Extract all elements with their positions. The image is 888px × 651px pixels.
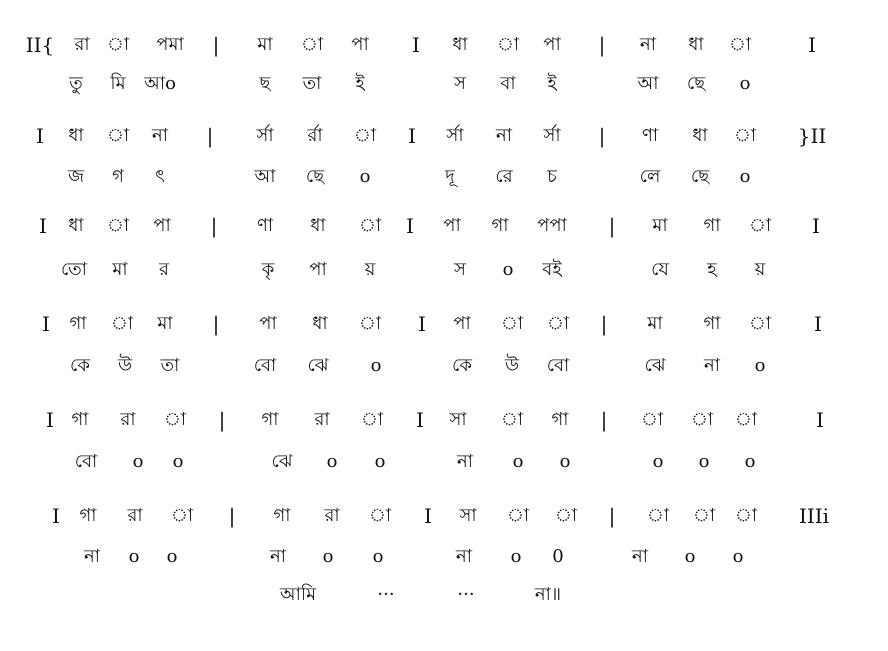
note: া [640, 409, 664, 430]
syllable: গ [112, 166, 124, 187]
syllable: o [754, 355, 766, 376]
note: ধা [68, 125, 84, 146]
note: া [496, 34, 520, 55]
note: ণা [641, 125, 659, 146]
svara-row [0, 408, 888, 432]
closing-word: না॥ [534, 584, 562, 605]
note: া [353, 125, 377, 146]
syllable: o [698, 451, 710, 472]
syllable: আ [637, 73, 659, 94]
syllable: o [326, 451, 338, 472]
syllable: ঝে [644, 355, 666, 376]
syllable: তা [160, 355, 180, 376]
repeat-end-mark: }II [797, 124, 827, 148]
syllable: র [159, 259, 169, 280]
syllable: ছে [305, 166, 325, 187]
syllable: o [372, 546, 384, 567]
bar-line: I [406, 214, 414, 238]
note: া [360, 409, 384, 430]
syllable: আ [254, 166, 276, 187]
note: ধা [310, 215, 326, 236]
syllable: o [739, 166, 751, 187]
note: ণা [256, 215, 274, 236]
note: ধা [688, 34, 704, 55]
syllable: হ [707, 259, 717, 280]
bar-line: I [412, 33, 420, 57]
syllable: o [559, 451, 571, 472]
syllable: কে [452, 355, 472, 376]
bar-line: I [36, 124, 44, 148]
syllable: ঝে [271, 451, 293, 472]
note: া [506, 505, 530, 526]
syllable: তু [69, 73, 83, 94]
syllable: 0 [552, 546, 564, 567]
syllable: স [454, 73, 466, 94]
syllable: চ [547, 166, 557, 187]
note: পমা [156, 34, 184, 55]
syllable: ছে [690, 166, 710, 187]
bar-line: I [52, 504, 60, 528]
syllable: রে [495, 166, 513, 187]
note: া [358, 215, 382, 236]
bar-line: I [46, 408, 54, 432]
syllable: o [512, 451, 524, 472]
syllable: আo [144, 73, 176, 94]
syllable: না [632, 546, 648, 567]
note: না [640, 34, 656, 55]
note: গা [261, 409, 279, 430]
note: না [152, 125, 168, 146]
note: া [170, 505, 194, 526]
lyric-row [0, 165, 888, 189]
syllable: o [732, 546, 744, 567]
syllable: দূ [445, 166, 455, 187]
note: রা [314, 409, 330, 430]
bar-line: I [416, 408, 424, 432]
syllable: o [128, 546, 140, 567]
syllable: o [370, 355, 382, 376]
syllable: কে [70, 355, 90, 376]
note: া [733, 125, 757, 146]
note: া [690, 409, 714, 430]
note: র্সা [543, 125, 561, 146]
svara-row [0, 33, 888, 57]
note: সা [459, 505, 477, 526]
note: পা [153, 215, 171, 236]
syllable: যে [651, 259, 669, 280]
note: া [368, 505, 392, 526]
syllable: o [502, 259, 514, 280]
note: া [748, 313, 772, 334]
bar-line: | [206, 124, 214, 148]
note: া [110, 313, 134, 334]
bar-line: | [598, 124, 606, 148]
syllable: না [84, 546, 100, 567]
syllable: লে [639, 166, 661, 187]
syllable: না [270, 546, 286, 567]
syllable: ৎ [155, 166, 165, 187]
note: মা [647, 313, 663, 334]
note: া [728, 34, 752, 55]
note: রা [324, 505, 340, 526]
note: পা [443, 215, 461, 236]
bar-line: | [218, 408, 226, 432]
note: মা [652, 215, 668, 236]
note: পা [259, 313, 277, 334]
note: মা [257, 34, 273, 55]
note: গা [273, 505, 291, 526]
syllable: ই [355, 73, 365, 94]
syllable: o [374, 451, 386, 472]
syllable: ছে [686, 73, 706, 94]
syllable: o [684, 546, 696, 567]
bar-line: | [608, 214, 616, 238]
bar-line: I [814, 312, 822, 336]
note: া [163, 409, 187, 430]
syllable: য় [364, 259, 376, 280]
syllable: ই [547, 73, 557, 94]
note: গা [79, 505, 97, 526]
lyric-row [0, 545, 888, 569]
syllable: তো [60, 259, 88, 280]
note: গা [71, 409, 89, 430]
note: া [500, 409, 524, 430]
note: ধা [452, 34, 468, 55]
note: া [692, 505, 716, 526]
repeat-start-mark: II{ [25, 33, 55, 57]
syllable: তা [302, 73, 322, 94]
note: পা [351, 34, 369, 55]
syllable: বো [253, 355, 277, 376]
note: না [496, 125, 512, 146]
note: া [106, 34, 130, 55]
syllable: বা [500, 73, 516, 94]
note: গা [491, 215, 509, 236]
lyric-row [0, 354, 888, 378]
lyric-row [0, 450, 888, 474]
note: া [734, 409, 758, 430]
closing-line [0, 583, 888, 607]
note: পা [453, 313, 471, 334]
bar-line: I [39, 214, 47, 238]
svara-row [0, 124, 888, 148]
note: া [106, 125, 130, 146]
syllable: য় [754, 259, 766, 280]
syllable: স [454, 259, 466, 280]
note: ধা [692, 125, 708, 146]
syllable: o [359, 166, 371, 187]
syllable: না [457, 451, 473, 472]
note: মা [157, 313, 173, 334]
bar-line: I [408, 124, 416, 148]
note: া [748, 215, 772, 236]
syllable: o [510, 546, 522, 567]
syllable: o [744, 451, 756, 472]
note: া [554, 505, 578, 526]
note: া [106, 215, 130, 236]
note: গা [703, 215, 721, 236]
note: সা [449, 409, 467, 430]
syllable: না [704, 355, 720, 376]
note: া [358, 313, 382, 334]
bar-line: I [42, 312, 50, 336]
syllable: o [172, 451, 184, 472]
syllable: বো [74, 451, 98, 472]
note: া [734, 505, 758, 526]
svara-row [0, 504, 888, 528]
syllable: উ [504, 355, 520, 376]
ellipsis: ··· [377, 584, 395, 605]
lyric-row [0, 72, 888, 96]
syllable: মি [110, 73, 126, 94]
syllable: মা [112, 259, 128, 280]
bar-line: I [418, 312, 426, 336]
bar-line: I [812, 214, 820, 238]
syllable: o [132, 451, 144, 472]
bar-line: | [212, 33, 220, 57]
bar-line: I [816, 408, 824, 432]
syllable: o [652, 451, 664, 472]
bar-line: | [212, 312, 220, 336]
syllable: বই [542, 259, 562, 280]
note: া [300, 34, 324, 55]
svara-row [0, 214, 888, 238]
syllable: o [739, 73, 751, 94]
bar-line: | [608, 504, 616, 528]
bar-line: I [424, 504, 432, 528]
syllable: না [456, 546, 472, 567]
syllable: কৃ [261, 259, 275, 280]
bar-line: | [600, 312, 608, 336]
syllable: ঝে [307, 355, 329, 376]
note: রা [127, 505, 143, 526]
syllable: বো [546, 355, 570, 376]
note: র্রা [307, 125, 323, 146]
bar-line: | [210, 214, 218, 238]
syllable: ছ [259, 73, 271, 94]
syllable: উ [117, 355, 133, 376]
note: া [546, 313, 570, 334]
syllable: o [322, 546, 334, 567]
syllable: o [166, 546, 178, 567]
note: পা [543, 34, 561, 55]
note: গা [703, 313, 721, 334]
bar-line: | [228, 504, 236, 528]
note: গা [69, 313, 87, 334]
svara-row [0, 312, 888, 336]
note: রা [74, 34, 90, 55]
note: র্সা [256, 125, 274, 146]
bar-line: I [808, 33, 816, 57]
ellipsis: ··· [457, 584, 475, 605]
note: পপা [537, 215, 567, 236]
bar-line: | [598, 33, 606, 57]
lyric-row [0, 258, 888, 282]
note: গা [551, 409, 569, 430]
note: রা [120, 409, 136, 430]
bar-line: | [600, 408, 608, 432]
syllable: পা [309, 259, 327, 280]
note: ধা [68, 215, 84, 236]
note: া [500, 313, 524, 334]
note: ধা [312, 313, 328, 334]
closing-word: আমি [279, 584, 317, 605]
note: র্সা [446, 125, 464, 146]
syllable: জ [67, 166, 85, 187]
final-end-mark: IIIi [798, 504, 830, 528]
note: া [646, 505, 670, 526]
